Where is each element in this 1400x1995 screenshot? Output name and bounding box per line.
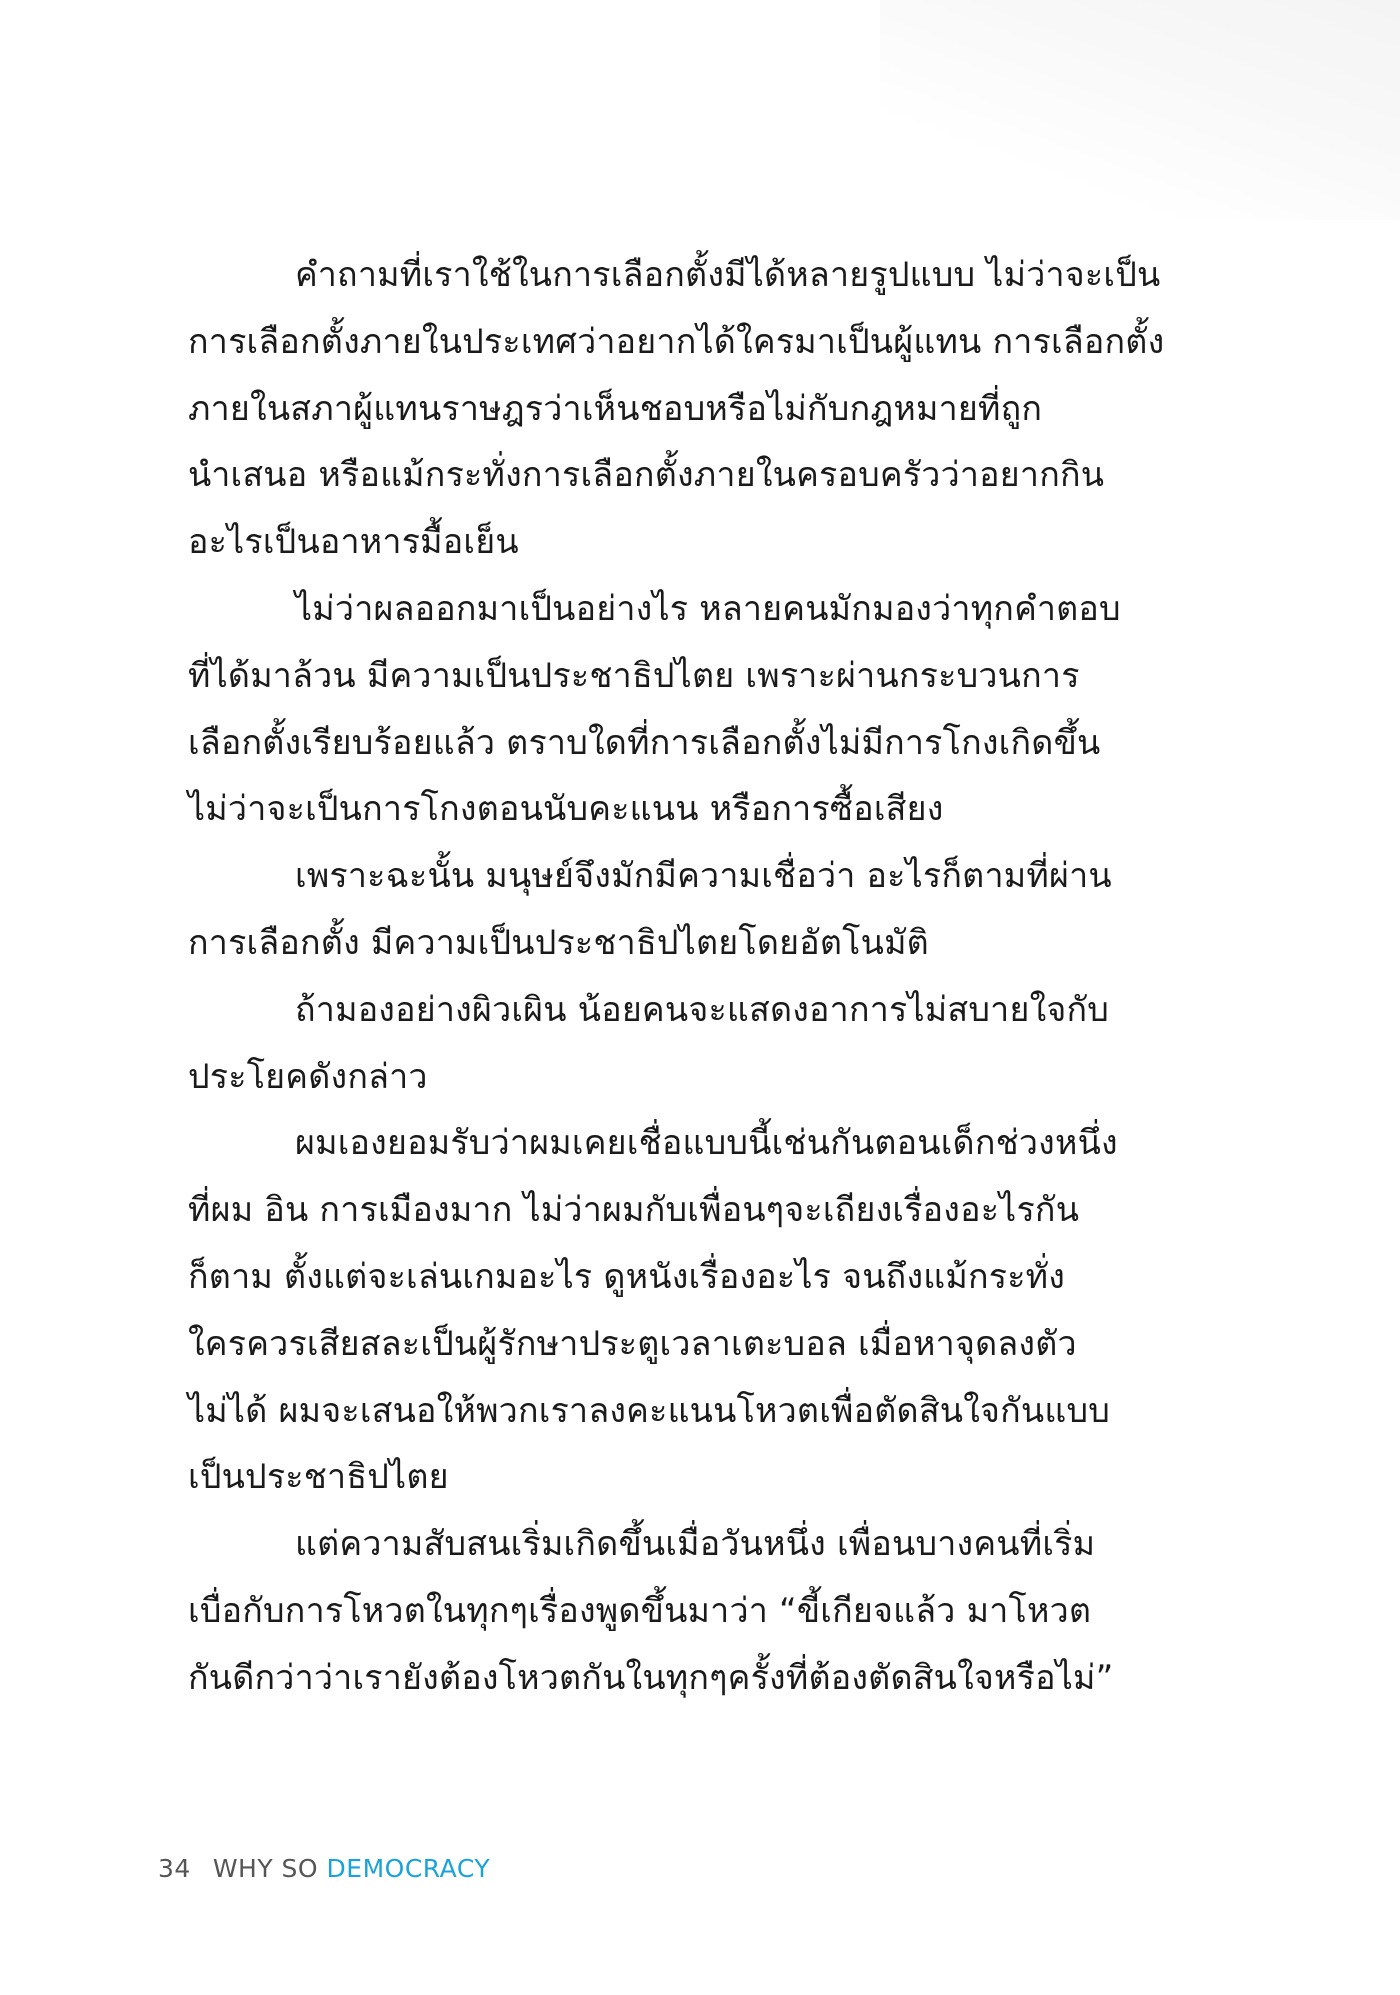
paragraph-line: กันดีกว่าว่าเรายังต้องโหวตกันในทุกๆครั้งที่ต้องตัดสินใจหรือไม่” (188, 1657, 1114, 1698)
paragraph-line: ไม่ว่าผลออกมาเป็นอย่างไร หลายคนมักมองว่าทุกคำตอบ (295, 588, 1121, 629)
paragraph-line: ที่ได้มาล้วน มีความเป็นประชาธิปไตย เพราะผ่านกระบวนการ (188, 655, 1080, 696)
paragraph-line: การเลือกตั้ง มีความเป็นประชาธิปไตยโดยอัตโนมัติ (188, 922, 929, 963)
paragraph-line: เบื่อกับการโหวตในทุกๆเรื่องพูดขึ้นมาว่า “ขี้เกียจแล้ว มาโหวต (188, 1590, 1092, 1631)
paragraph-line: ใครควรเสียสละเป็นผู้รักษาประตูเวลาเตะบอล เมื่อหาจุดลงตัว (188, 1323, 1077, 1364)
paragraph-line: เพราะฉะนั้น มนุษย์จึงมักมีความเชื่อว่า อะไรก็ตามที่ผ่าน (295, 856, 1112, 897)
page-number: 34 (158, 1854, 191, 1883)
paragraph-line: แต่ความสับสนเริ่มเกิดขึ้นเมื่อวันหนึ่ง เพื่อนบางคนที่เริ่ม (295, 1524, 1096, 1565)
book-title-prefix: WHY SO (212, 1854, 327, 1883)
paragraph-line: ประโยคดังกล่าว (188, 1056, 428, 1097)
paragraph-line: ไม่ว่าจะเป็นการโกงตอนนับคะแนน หรือการซื้อเสียง (188, 789, 944, 830)
book-title-accent: DEMOCRACY (326, 1854, 491, 1883)
body-text (188, 242, 1165, 1712)
paragraph-line: ก็ตาม ตั้งแต่จะเล่นเกมอะไร ดูหนังเรื่องอะไร จนถึงแม้กระทั่ง (188, 1256, 1066, 1297)
paragraph-line: คำถามที่เราใช้ในการเลือกตั้งมีได้หลายรูปแบบ ไม่ว่าจะเป็น (295, 255, 1161, 295)
paragraph-line: เป็นประชาธิปไตย (188, 1457, 449, 1498)
paragraph-line: ผมเองยอมรับว่าผมเคยเชื่อแบบนี้เช่นกันตอนเด็กช่วงหนึ่ง (295, 1123, 1118, 1164)
paragraph-line: ถ้ามองอย่างผิวเผิน น้อยคนจะแสดงอาการไม่สบายใจกับ (295, 989, 1110, 1030)
paragraph-line: อะไรเป็นอาหารมื้อเย็น (188, 522, 519, 563)
paragraph-line: การเลือกตั้งภายในประเทศว่าอยากได้ใครมาเป็นผู้แทน การเลือกตั้ง (188, 321, 1165, 362)
paragraph-line: เลือกตั้งเรียบร้อยแล้ว ตราบใดที่การเลือกตั้งไม่มีการโกงเกิดขึ้น (188, 722, 1101, 763)
paragraph-line: ภายในสภาผู้แทนราษฎรว่าเห็นชอบหรือไม่กับกฎหมายที่ถูก (188, 388, 1043, 429)
paragraph-line: นำเสนอ หรือแม้กระทั่งการเลือกตั้งภายในครอบครัวว่าอยากกิน (188, 455, 1105, 496)
corner-shading (880, 0, 1400, 220)
paragraph-line: ที่ผม อิน การเมืองมาก ไม่ว่าผมกับเพื่อนๆจะเถียงเรื่องอะไรกัน (188, 1190, 1080, 1231)
page-footer (158, 1852, 490, 1886)
paragraph-line: ไม่ได้ ผมจะเสนอให้พวกเราลงคะแนนโหวตเพื่อตัดสินใจกันแบบ (188, 1390, 1111, 1431)
